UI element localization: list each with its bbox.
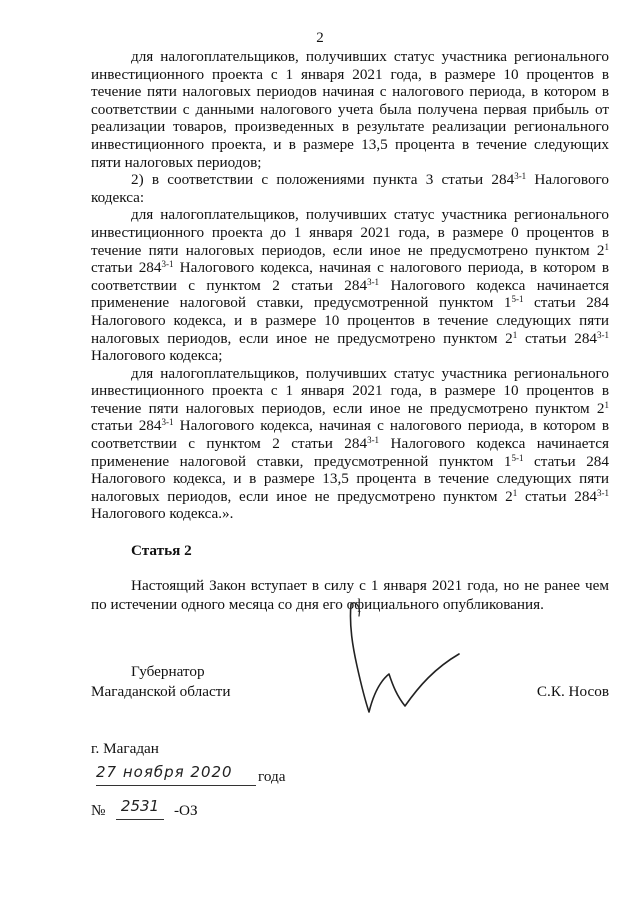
date-suffix: года xyxy=(258,768,286,785)
signing-date xyxy=(91,763,311,794)
superscript-index: 3-1 xyxy=(161,259,174,270)
superscript-index: 3-1 xyxy=(514,171,527,182)
superscript-index: 3-1 xyxy=(367,435,380,446)
handwritten-date: 27 ноября 2020 xyxy=(96,763,256,786)
superscript-index: 5-1 xyxy=(511,294,524,305)
law-number-suffix: -ОЗ xyxy=(174,802,198,819)
closing-paragraph: Настоящий Закон вступает в силу с 1 января 2021 года, но не ранее чем по истечении одного месяца со дня его официального опубликования. xyxy=(91,577,609,613)
number-sign: № xyxy=(91,802,106,819)
superscript-index: 3-1 xyxy=(597,329,610,340)
governor-title: Губернатор xyxy=(131,663,205,680)
paragraph-2: 2) в соответствии с положениями пункта 3 статьи 284$^{3-1}$ Налогового кодекса: xyxy=(91,171,609,206)
governor-name: С.К. Носов xyxy=(536,683,609,700)
article-heading: Статья 2 xyxy=(131,542,192,559)
paragraph-4: для налогоплательщиков, получивших статус участника регионального инвестиционного проекта с 1 января 2021 года, в размере 10 процентов в течение пяти налоговых периодов, если иное не предусмотрено пунктом $2^1$ статьи 284$^{3-1}$ Налогового кодекса, начиная с налогового периода, в котором в соответствии с пунктом 2 статьи 284$^{3-1}$ Налогового кодекса начинается применение налоговой ставки, предусмотренной пунктом 1$^{5-1}$ статьи 284 Налогового кодекса, и в размере 13,5 процента в течение следующих пяти налоговых периодов, если иное не предусмотрено пунктом $2^1$ статьи 284$^{3-1}$ Налогового кодекса.». xyxy=(91,364,610,523)
superscript-index: 1 xyxy=(512,487,518,498)
superscript-index: 1 xyxy=(604,241,609,252)
law-number xyxy=(91,797,291,828)
superscript-index: 3-1 xyxy=(367,276,380,287)
superscript-index: 1 xyxy=(512,329,518,340)
city-label: г. Магадан xyxy=(91,740,159,757)
handwritten-signature xyxy=(335,596,465,726)
paragraph-3: для налогоплательщиков, получивших статус участника регионального инвестиционного проекта до 1 января 2021 года, в размере 0 процентов в течение пяти налоговых периодов, если иное не предусмотрено пунктом $2^1$ статьи 284$^{3-1}$ Налогового кодекса, начиная с налогового периода, в котором в соответствии с пунктом 2 статьи 284$^{3-1}$ Налогового кодекса начинается применение налоговой ставки, предусмотренной пунктом 1$^{5-1}$ статьи 284 Налогового кодекса, и в размере 10 процентов в течение следующих пяти налоговых периодов, если иное не предусмотрено пунктом $2^1$ статьи 284$^{3-1}$ Налогового кодекса; xyxy=(91,206,610,365)
superscript-index: 3-1 xyxy=(597,487,610,498)
law-body-text xyxy=(91,48,609,523)
governor-region: Магаданской области xyxy=(91,683,231,700)
superscript-index: 3-1 xyxy=(161,417,174,428)
handwritten-law-number: 2531 xyxy=(116,797,164,820)
superscript-index: 1 xyxy=(604,399,609,410)
page-number: 2 xyxy=(316,30,324,46)
superscript-index: 5-1 xyxy=(511,452,524,463)
paragraph-1: для налогоплательщиков, получивших статус участника регионального инвестиционного проекта с 1 января 2021 года, в размере 10 процентов в течение пяти налоговых периодов начиная с налогового периода, в котором в соответствии с данными налогового учета была получена первая прибыль от реализации товаров, произведенных в результате реализации регионального инвестиционного проекта, и в размере 13,5 процента в течение следующих пяти налоговых периодов; xyxy=(91,48,609,171)
